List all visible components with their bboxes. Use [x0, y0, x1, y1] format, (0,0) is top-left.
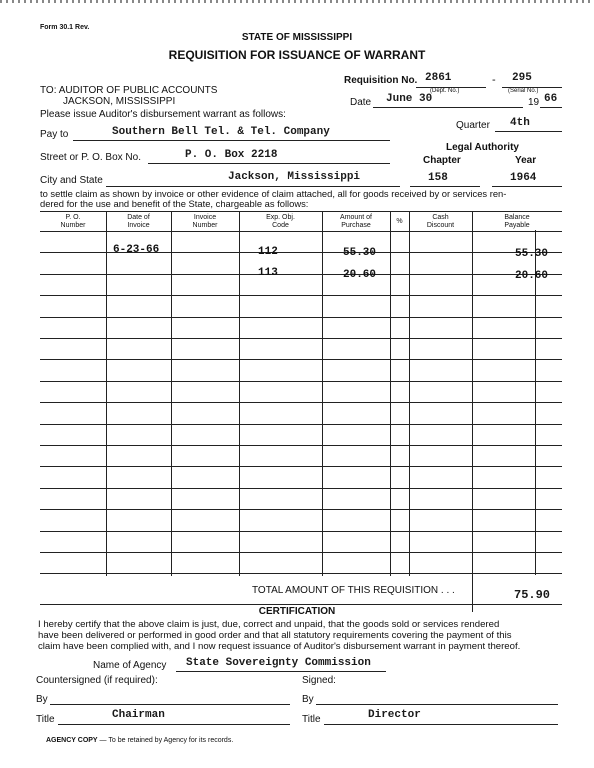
certification-line2: have been delivered or performed in good order and that all statutory requirements covering the payment of this: [38, 630, 512, 641]
form-title: REQUISITION FOR ISSUANCE OF WARRANT: [168, 48, 426, 62]
quarter-line: [495, 131, 562, 132]
table-row-rule: [40, 509, 562, 510]
table-row-rule: [40, 252, 562, 253]
footer-agency-copy: AGENCY COPY: [46, 737, 98, 744]
header-amount: Amount of Purchase: [340, 214, 372, 229]
table-row-rule: [40, 531, 562, 532]
certification-line1: I hereby certify that the above claim is just, due, correct and unpaid, that the goods sold or services rendered: [38, 619, 500, 630]
title-label-left: Title: [36, 714, 55, 725]
to-auditor-line2: JACKSON, MISSISSIPPI: [63, 96, 176, 107]
table-row-rule: [40, 359, 562, 360]
chapter-line: [410, 186, 480, 187]
countersigned-label: Countersigned (if required):: [36, 675, 158, 686]
dept-no-value: 2861: [425, 72, 452, 84]
quarter-value: 4th: [510, 117, 530, 129]
street-value: P. O. Box 2218: [185, 149, 278, 161]
signed-label: Signed:: [302, 675, 336, 686]
row1-exp-code: 112: [258, 246, 278, 258]
city-value: Jackson, Mississippi: [228, 171, 361, 183]
table-row-rule: [40, 445, 562, 446]
year-prefix: 19: [528, 97, 540, 108]
dept-no-caption: (Dept. No.): [430, 88, 460, 94]
by-line-left: [50, 704, 290, 705]
by-label-right: By: [302, 694, 314, 705]
pay-to-label: Pay to: [40, 129, 69, 140]
pay-to-value: Southern Bell Tel. & Tel. Company: [112, 126, 330, 138]
col-divider-thin: [535, 230, 536, 575]
row1-amount: 55.30: [343, 247, 377, 259]
table-row-rule: [40, 295, 562, 296]
authority-year-value: 1964: [510, 172, 537, 184]
row2-balance: 20.60: [515, 270, 549, 282]
chapter-label: Chapter: [423, 155, 461, 166]
by-line-right: [316, 704, 558, 705]
to-auditor-line1: TO: AUDITOR OF PUBLIC ACCOUNTS: [40, 85, 218, 96]
requisition-label: Requisition No.: [344, 75, 418, 86]
year-label: Year: [515, 155, 537, 166]
title-label-right: Title: [302, 714, 321, 725]
title-line-right: [324, 724, 558, 725]
footer-note: [46, 737, 233, 744]
perforation-edge: [0, 0, 594, 3]
header-percent: %: [396, 218, 403, 225]
agency-line: [176, 671, 386, 672]
authority-year-line: [492, 186, 562, 187]
table-row-rule: [40, 317, 562, 318]
header-invoice: Invoice Number: [192, 214, 218, 229]
col-divider: [409, 211, 410, 576]
table-row-rule: [40, 381, 562, 382]
col-divider: [322, 211, 323, 576]
street-label: Street or P. O. Box No.: [40, 152, 141, 163]
table-row-rule: [40, 338, 562, 339]
col-divider: [472, 211, 473, 612]
pay-to-line: [73, 140, 390, 141]
title-line-left: [58, 724, 290, 725]
footer-retain-text: — To be retained by Agency for its records.: [97, 737, 234, 744]
date-line: [373, 107, 523, 108]
col-divider: [171, 211, 172, 576]
table-top-border: [40, 211, 562, 212]
certification-heading: CERTIFICATION: [258, 606, 336, 617]
chapter-value: 158: [428, 172, 448, 184]
dash: -: [492, 74, 496, 86]
total-value: 75.90: [514, 588, 551, 602]
table-row-rule: [40, 466, 562, 467]
certification-line3: claim have been complied with, and I now request issuance of Auditor's disbursement warrant in payment thereof.: [38, 641, 521, 652]
total-label: TOTAL AMOUNT OF THIS REQUISITION . . .: [252, 585, 455, 596]
table-header-border: [40, 231, 562, 232]
table-row-rule: [40, 424, 562, 425]
form-number: Form 30.1 Rev.: [40, 24, 90, 31]
by-label-left: By: [36, 694, 48, 705]
quarter-label: Quarter: [456, 120, 490, 131]
please-issue-text: Please issue Auditor's disbursement warrant as follows:: [40, 109, 286, 120]
city-line: [106, 186, 400, 187]
header-date: Date of Invoice: [127, 214, 150, 229]
city-label: City and State: [40, 175, 103, 186]
header-cash-discount: Cash Discount: [426, 214, 455, 229]
col-divider: [390, 211, 391, 576]
table-row-rule: [40, 552, 562, 553]
serial-no-caption: (Serial No.): [508, 88, 539, 94]
legal-authority-label: Legal Authority: [446, 142, 519, 153]
date-label: Date: [350, 97, 372, 108]
col-divider: [239, 211, 240, 576]
header-exp-code: Exp. Obj. Code: [266, 214, 295, 229]
row2-amount: 20.60: [343, 269, 377, 281]
row1-date: 6-23-66: [113, 244, 160, 256]
agency-value: State Sovereignty Commission: [186, 657, 371, 669]
table-row-rule: [40, 402, 562, 403]
agency-label: Name of Agency: [93, 660, 167, 671]
table-row-rule: [40, 274, 562, 275]
title-value-left: Chairman: [112, 709, 165, 721]
header-balance: Balance Payable: [504, 214, 530, 229]
title-value-right: Director: [368, 709, 421, 721]
serial-no-value: 295: [512, 72, 532, 84]
date-value: June 30: [386, 93, 433, 105]
table-row-rule: [40, 488, 562, 489]
settle-text-1: to settle claim as shown by invoice or other evidence of claim attached, all for goods received by or services ren-: [40, 188, 507, 199]
table-row-rule: [40, 573, 562, 574]
state-heading: STATE OF MISSISSIPPI: [241, 32, 353, 43]
total-bottom-border: [40, 604, 562, 605]
street-line: [148, 163, 390, 164]
col-divider: [106, 211, 107, 576]
row2-exp-code: 113: [258, 267, 278, 279]
header-po: P. O. Number: [60, 214, 86, 229]
settle-text-2: dered for the use and benefit of the State, chargeable as follows:: [40, 198, 309, 209]
year-line: [540, 107, 562, 108]
row1-balance: 55.30: [515, 248, 549, 260]
year-value: 66: [544, 93, 558, 105]
